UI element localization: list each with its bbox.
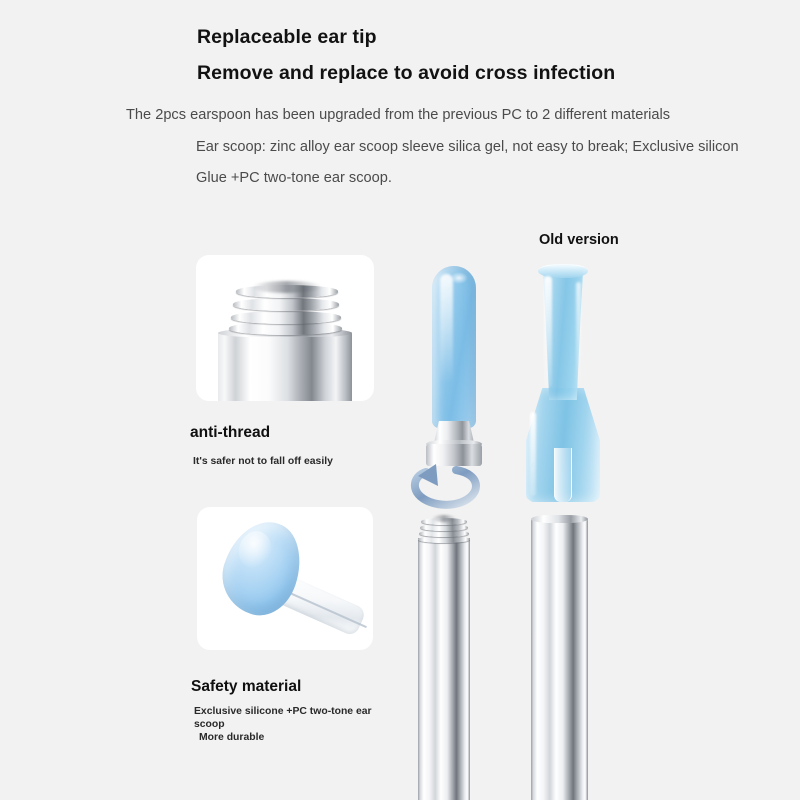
cap-barrel <box>218 332 352 401</box>
page-subtitle: Remove and replace to avoid cross infection <box>197 62 616 84</box>
thread-inner-shadow <box>252 281 322 293</box>
feature-card-safety-material <box>197 507 373 650</box>
rotate-arrow-icon <box>406 458 484 512</box>
ear-tip-body <box>432 266 476 428</box>
old-tip-gloss-left <box>544 276 552 388</box>
thread-coil <box>233 298 339 311</box>
ear-tip-gloss <box>440 274 453 384</box>
feature-subtitle-anti-thread: It's safer not to fall off easily <box>193 456 333 467</box>
feature-subtitle-more-durable: More durable <box>199 732 265 743</box>
handle-thread-ring <box>420 524 468 531</box>
feature-title-safety-material: Safety material <box>191 678 302 695</box>
threaded-metal-cap-photo <box>218 277 352 401</box>
handle-thread-ring <box>418 536 470 543</box>
description-line-3: Glue +PC two-tone ear scoop. <box>196 170 392 186</box>
blue-silicone-ear-tip <box>416 266 496 466</box>
plain-handle-rim <box>531 515 588 523</box>
old-version-pc-ear-tip <box>518 262 610 504</box>
feature-card-anti-thread <box>196 255 374 401</box>
ear-tip-highlight <box>450 272 468 284</box>
old-version-label: Old version <box>539 232 619 248</box>
description-line-2: Ear scoop: zinc alloy ear scoop sleeve silica gel, not easy to break; Exclusive silicon <box>196 139 739 155</box>
handle-thread-ring <box>419 530 469 537</box>
old-tip-gloss-right <box>576 282 581 386</box>
description-line-1: The 2pcs earspoon has been upgraded from the previous PC to 2 different materials <box>126 107 671 123</box>
old-tip-slot <box>554 448 572 502</box>
feature-title-anti-thread: anti-thread <box>190 424 271 441</box>
blue-silicone-scoop-photo <box>197 507 373 650</box>
threaded-chrome-handle <box>418 538 470 800</box>
feature-subtitle-safety-material: Exclusive silicone +PC two-tone ear scoop <box>194 706 372 731</box>
plain-chrome-handle <box>531 518 588 800</box>
thread-coil <box>231 311 341 324</box>
handle-thread-shadow <box>432 515 456 522</box>
old-tip-edge-highlight <box>530 412 536 496</box>
page-title: Replaceable ear tip <box>197 26 377 48</box>
